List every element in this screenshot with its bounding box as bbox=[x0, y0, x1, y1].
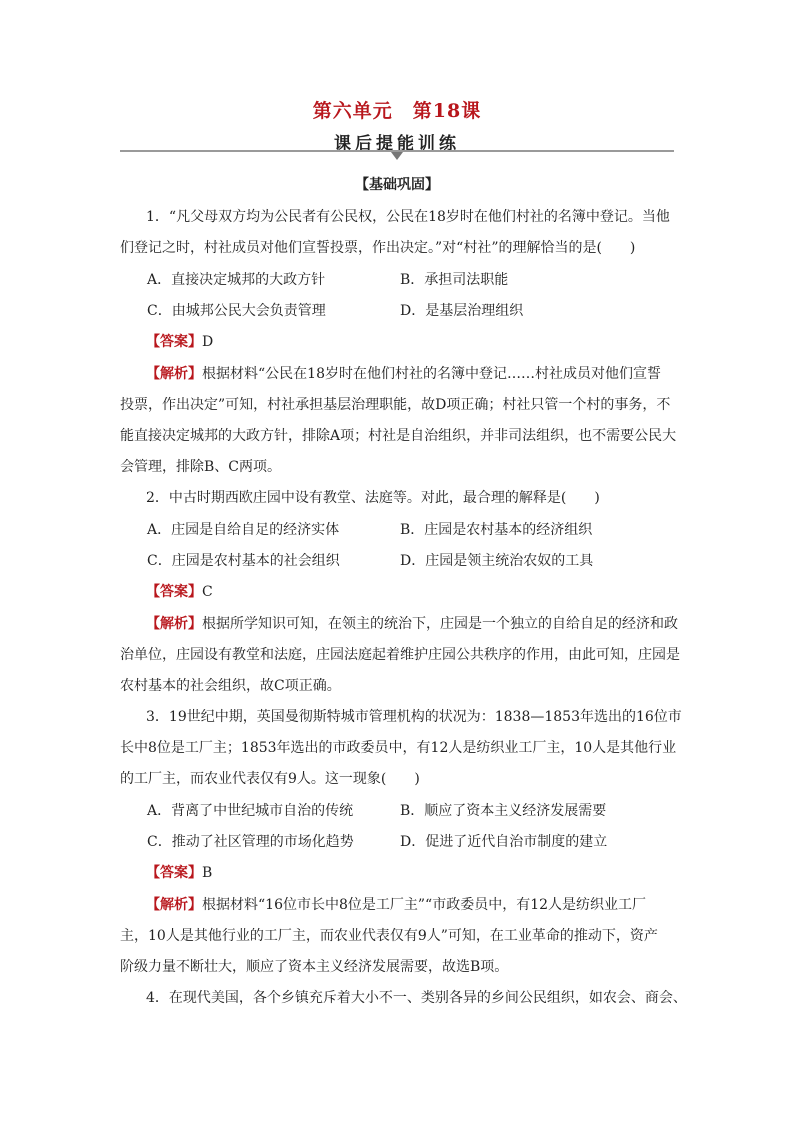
page-title: 第六单元 第18课 bbox=[312, 100, 482, 122]
question-1-analysis-line-4: 会管理，排除B、C两项。 bbox=[120, 459, 281, 475]
question-1-option-b: B．承担司法职能 bbox=[400, 272, 509, 288]
question-1-analysis-line-3: 能直接决定城邦的大政方针，排除A项；村社是自治组织，并非司法组织，也不需要公民大 bbox=[120, 428, 677, 444]
question-3-answer bbox=[120, 863, 704, 883]
question-1-option-a: A．直接决定城邦的大政方针 bbox=[147, 272, 326, 288]
question-2-analysis-line-2: 治单位，庄园设有教堂和法庭，庄园法庭起着维护庄园公共秩序的作用，由此可知，庄园是 bbox=[120, 647, 680, 663]
question-3-option-d: D．促进了近代自治市制度的建立 bbox=[400, 834, 608, 850]
question-2-answer bbox=[120, 582, 704, 602]
section-title: 【基础巩固】 bbox=[355, 177, 439, 193]
analysis-label: 【解析】 bbox=[146, 366, 202, 382]
answer-value: B bbox=[202, 865, 213, 881]
question-2-option-a: A．庄园是自给自足的经济实体 bbox=[147, 522, 340, 538]
question-2-line-1: 2．中古时期西欧庄园中设有教堂、法庭等。对此，最合理的解释是( ) bbox=[146, 490, 600, 506]
question-1-line-1: 1．“凡父母双方均为公民者有公民权，公民在18岁时在他们村社的名簿中登记。当他 bbox=[146, 209, 670, 225]
question-1-option-c: C．由城邦公民大会负责管理 bbox=[147, 303, 326, 319]
question-3-line-3: 的工厂主，而农业代表仅有9人。这一现象( ) bbox=[120, 771, 420, 787]
question-1-analysis-line-1 bbox=[120, 364, 704, 384]
question-3-analysis-line-2: 主，10人是其他行业的工厂主，而农业代表仅有9人”可知，在工业革命的推动下，资产 bbox=[120, 928, 658, 944]
analysis-text: 根据所学知识可知，在领主的统治下，庄园是一个独立的自给自足的经济和政 bbox=[202, 616, 678, 632]
question-4-line-1: 4．在现代美国，各个乡镇充斥着大小不一、类别各异的乡间公民组织，如农会、商会、 bbox=[146, 990, 687, 1006]
question-1-line-2: 们登记之时，村社成员对他们宣誓投票，作出决定。”对“村社”的理解恰当的是( ) bbox=[120, 240, 636, 256]
question-3-option-c: C．推动了社区管理的市场化趋势 bbox=[147, 834, 354, 850]
question-3-analysis-line-1 bbox=[120, 895, 704, 915]
analysis-text: 根据材料“16位市长中8位是工厂主”“市政委员中，有12人是纺织业工厂 bbox=[202, 897, 647, 913]
divider-arrow-icon bbox=[391, 152, 403, 160]
question-1-option-d: D．是基层治理组织 bbox=[400, 303, 524, 319]
question-2-option-b: B．庄园是农村基本的经济组织 bbox=[400, 522, 593, 538]
answer-label: 【答案】 bbox=[146, 584, 202, 600]
answer-value: D bbox=[202, 334, 214, 350]
analysis-label: 【解析】 bbox=[146, 897, 202, 913]
answer-label: 【答案】 bbox=[146, 334, 202, 350]
analysis-text: 根据材料“公民在18岁时在他们村社的名簿中登记……村社成员对他们宣誓 bbox=[202, 366, 661, 382]
answer-value: C bbox=[202, 584, 213, 600]
analysis-label: 【解析】 bbox=[146, 616, 202, 632]
question-3-option-b: B．顺应了资本主义经济发展需要 bbox=[400, 803, 607, 819]
question-3-option-a: A．背离了中世纪城市自治的传统 bbox=[147, 803, 354, 819]
question-3-analysis-line-3: 阶级力量不断壮大，顺应了资本主义经济发展需要，故选B项。 bbox=[120, 959, 509, 975]
page-subtitle: 课后提能训练 bbox=[334, 134, 460, 154]
question-3-line-2: 长中8位是工厂主；1853年选出的市政委员中，有12人是纺织业工厂主，10人是其他行业 bbox=[120, 740, 677, 756]
answer-label: 【答案】 bbox=[146, 865, 202, 881]
question-3-line-1: 3．19世纪中期，英国曼彻斯特城市管理机构的状况为：1838—1853年选出的16位市 bbox=[146, 709, 682, 725]
question-2-analysis-line-1 bbox=[120, 614, 704, 634]
question-1-analysis-line-2: 投票，作出决定”可知，村社承担基层治理职能，故D项正确；村社只管一个村的事务，不 bbox=[120, 397, 671, 413]
question-1-answer bbox=[120, 332, 704, 352]
question-2-option-d: D．庄园是领主统治农奴的工具 bbox=[400, 553, 594, 569]
question-2-analysis-line-3: 农村基本的社会组织，故C项正确。 bbox=[120, 678, 341, 694]
question-2-option-c: C．庄园是农村基本的社会组织 bbox=[147, 553, 340, 569]
